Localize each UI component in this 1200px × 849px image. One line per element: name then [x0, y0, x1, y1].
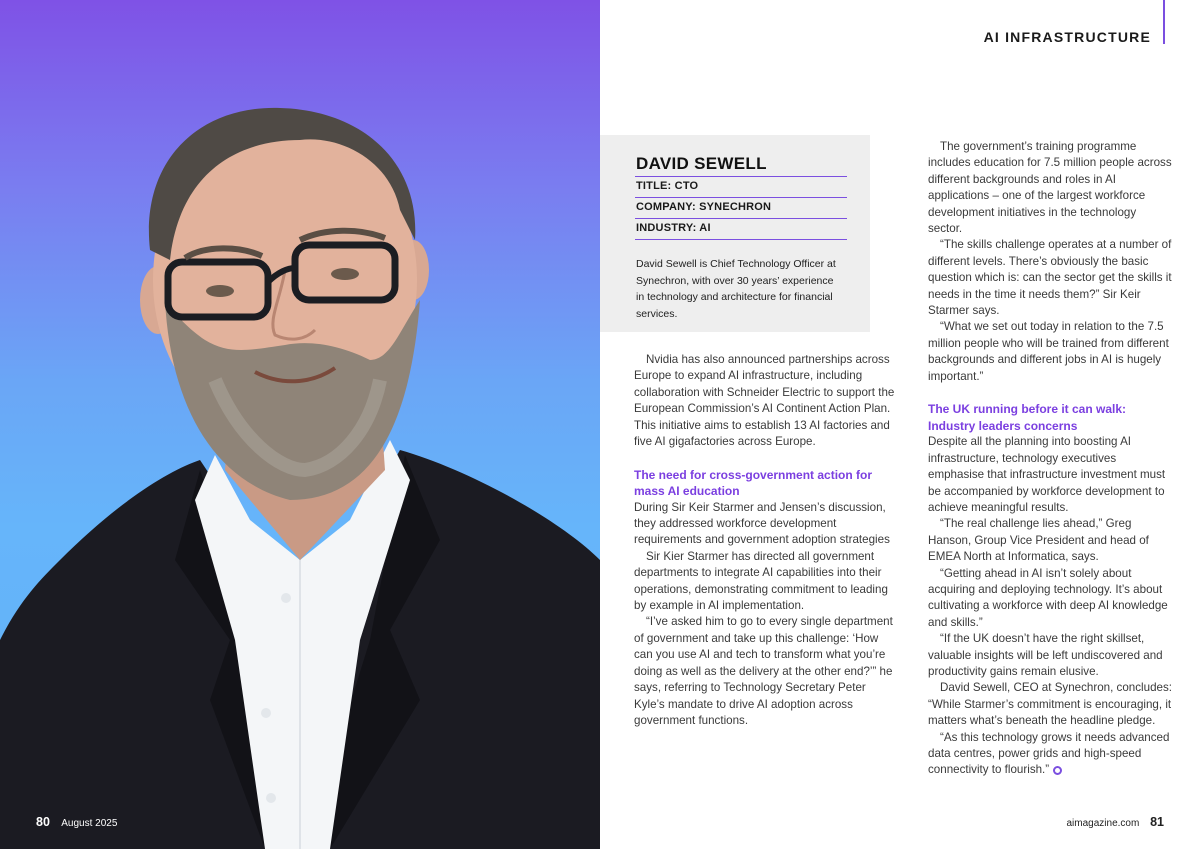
- end-of-article-icon: [1053, 766, 1062, 775]
- paragraph: “Getting ahead in AI isn’t solely about acquiring and deploying technology. It’s about cultivating a workforce with deep AI knowledge and skills.”: [928, 566, 1168, 629]
- paragraph: Sir Kier Starmer has directed all government departments to integrate AI capabilities into their operations, demonstrating commitment to leading by example in AI implementation.: [634, 549, 888, 613]
- profile-divider: [635, 239, 847, 240]
- right-page-number: 81: [1150, 815, 1164, 829]
- right-folio: [1067, 815, 1165, 829]
- paragraph: “I’ve asked him to go to every single department of government and take up this challenge: ‘How can you use AI and tech to transform what you’re doing as well as the delivery at the other end?’” he says, referring to Technology Secretary Peter Kyle’s mandate to drive AI adoption across government functions.: [634, 615, 893, 727]
- paragraph: “What we set out today in relation to the 7.5 million people who will be trained from different backgrounds and different jobs in AI is hugely important.”: [928, 320, 1169, 383]
- paragraph: Nvidia has also announced partnerships across Europe to expand AI infrastructure, including collaboration with Schneider Electric to support the European Commission’s AI Continent Action Plan. This initiative aims to establish 13 AI factories and five AI gigafactories across Europe.: [634, 353, 895, 449]
- subheading: The UK running before it can walk: Industry leaders concerns: [928, 402, 1127, 433]
- article-column-1: [634, 352, 896, 729]
- paragraph: David Sewell, CEO at Synechron, concludes: “While Starmer’s commitment is encouraging, it matters what’s beneath the headline pledge.: [928, 681, 1172, 728]
- right-page: [600, 0, 1200, 849]
- profile-name: DAVID SEWELL: [636, 154, 767, 173]
- paragraph: “If the UK doesn’t have the right skillset, valuable insights will be left undiscovered and productivity gains remain elusive.: [928, 632, 1163, 678]
- profile-industry: INDUSTRY: AI: [636, 222, 711, 234]
- profile-divider: [635, 218, 847, 219]
- paragraph-final-text: “As this technology grows it needs advanced data centres, power grids and high-speed connectivity to flourish.”: [928, 730, 1170, 777]
- website-url[interactable]: aimagazine.com: [1066, 818, 1140, 829]
- paragraph: During Sir Keir Starmer and Jensen’s discussion, they addressed workforce development requirements and government adoption strategies: [634, 500, 890, 547]
- section-title: AI INFRASTRUCTURE: [983, 29, 1151, 45]
- issue-date: August 2025: [61, 818, 118, 829]
- profile-bio: David Sewell is Chief Technology Officer at Synechron, with over 30 years’ experience in technology and architecture for financial services.: [636, 258, 836, 320]
- left-folio: [36, 815, 117, 829]
- paragraph: Despite all the planning into boosting AI infrastructure, technology executives emphasise that infrastructure investment must be accompanied by workforce development to achieve meaningful results.: [928, 435, 1166, 514]
- article-column-2: [928, 139, 1173, 779]
- paragraph: “The skills challenge operates at a number of different levels. There’s obviously the basic question which is: can the sector get the skills it needs in the time it needs them?” Sir Keir Starmer says.: [928, 238, 1172, 318]
- profile-divider: [635, 197, 847, 198]
- section-accent-rule: [1163, 0, 1165, 44]
- paragraph: The government’s training programme includes education for 7.5 million people across different backgrounds and roles in AI applications – one of the largest workforce development initiatives in the technology sector.: [928, 140, 1172, 236]
- left-page-number: 80: [36, 815, 50, 829]
- profile-title: TITLE: CTO: [636, 180, 699, 192]
- profile-company: COMPANY: SYNECHRON: [636, 201, 772, 213]
- paragraph: “The real challenge lies ahead,” Greg Hanson, Group Vice President and head of EMEA North at Informatica, says.: [928, 517, 1149, 564]
- paragraph-final: [928, 730, 1173, 779]
- profile-divider: [635, 176, 847, 177]
- subheading: The need for cross-government action for mass AI education: [634, 467, 873, 499]
